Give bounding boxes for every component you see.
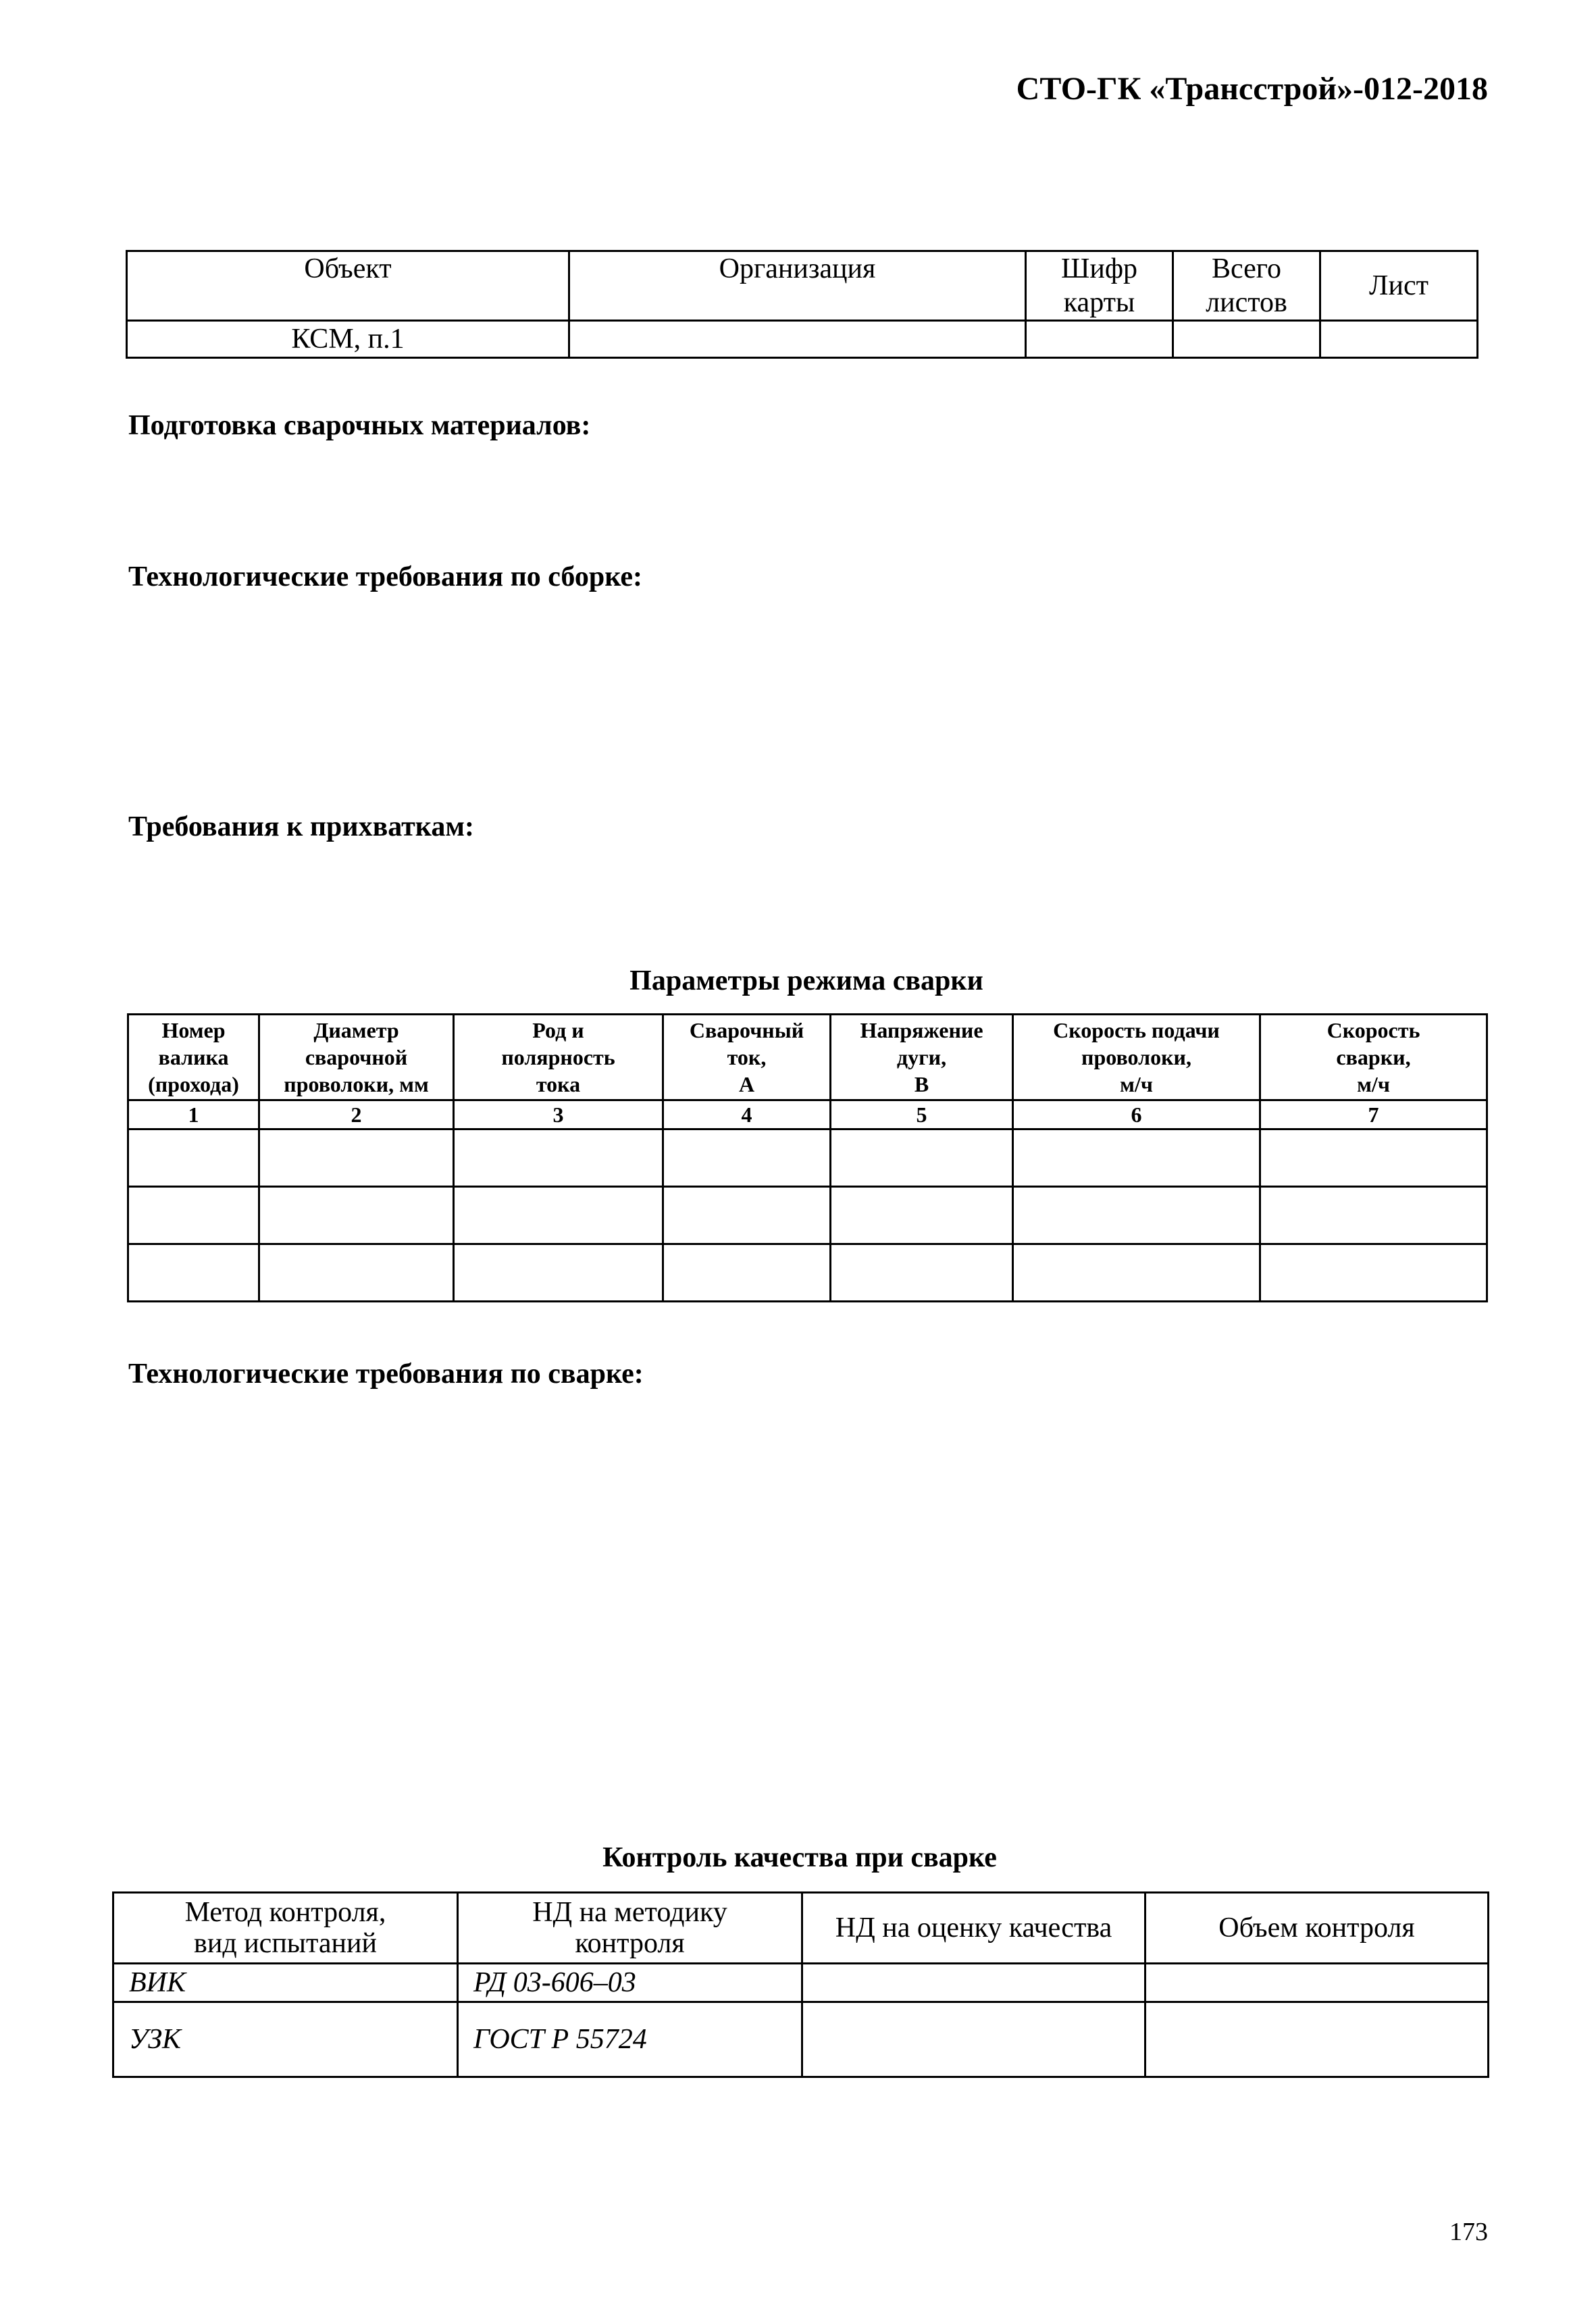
table-row bbox=[127, 321, 1478, 358]
table-row bbox=[128, 1129, 1487, 1187]
table-row bbox=[113, 1964, 1489, 2002]
table-cell bbox=[259, 1244, 454, 1302]
table-cell bbox=[259, 1129, 454, 1187]
table-cell bbox=[128, 1244, 259, 1302]
column-number: 4 bbox=[663, 1100, 831, 1129]
welding-params-table bbox=[127, 1013, 1488, 1302]
column-number: 1 bbox=[128, 1100, 259, 1129]
column-number: 6 bbox=[1013, 1100, 1260, 1129]
column-header: Сварочный ток, А bbox=[663, 1015, 831, 1100]
card-code-value-cell bbox=[1026, 321, 1173, 358]
column-header: Скорость сварки, м/ч bbox=[1260, 1015, 1487, 1100]
table-cell bbox=[802, 2002, 1145, 2077]
table-cell: ВИК bbox=[113, 1964, 458, 2002]
table-cell bbox=[128, 1129, 259, 1187]
table-cell bbox=[128, 1187, 259, 1244]
table-cell bbox=[1260, 1187, 1487, 1244]
column-number-row bbox=[128, 1100, 1487, 1129]
table-cell bbox=[1013, 1129, 1260, 1187]
table-row bbox=[127, 251, 1478, 321]
table-cell bbox=[1260, 1129, 1487, 1187]
table-cell bbox=[259, 1187, 454, 1244]
column-header: НД на оценку качества bbox=[802, 1893, 1145, 1964]
table-cell: УЗК bbox=[113, 2002, 458, 2077]
table-cell bbox=[454, 1129, 663, 1187]
document-code: СТО-ГК «Трансстрой»-012-2018 bbox=[1016, 71, 1488, 107]
sheet-header-cell: Лист bbox=[1320, 251, 1478, 321]
total-sheets-value-cell bbox=[1173, 321, 1320, 358]
params-table-caption: Параметры режима сварки bbox=[629, 965, 983, 996]
column-header: Диаметр сварочной проволоки, мм bbox=[259, 1015, 454, 1100]
table-cell bbox=[1145, 2002, 1489, 2077]
table-cell bbox=[1013, 1244, 1260, 1302]
section-heading-welding: Технологические требования по сварке: bbox=[128, 1358, 644, 1390]
card-code-header-cell: Шифр карты bbox=[1026, 251, 1173, 321]
section-heading-tacks: Требования к прихваткам: bbox=[128, 811, 474, 842]
table-row bbox=[128, 1244, 1487, 1302]
table-cell bbox=[454, 1187, 663, 1244]
section-heading-materials: Подготовка сварочных материалов: bbox=[128, 410, 591, 441]
table-cell bbox=[802, 1964, 1145, 2002]
table-cell bbox=[831, 1129, 1013, 1187]
column-header: Род и полярность тока bbox=[454, 1015, 663, 1100]
organization-value-cell bbox=[569, 321, 1026, 358]
column-header: НД на методику контроля bbox=[458, 1893, 802, 1964]
column-number: 2 bbox=[259, 1100, 454, 1129]
organization-header-cell: Организация bbox=[569, 251, 1026, 321]
table-cell bbox=[1013, 1187, 1260, 1244]
column-number: 3 bbox=[454, 1100, 663, 1129]
column-header: Номер валика (прохода) bbox=[128, 1015, 259, 1100]
quality-table-caption: Контроль качества при сварке bbox=[602, 1842, 997, 1873]
table-row bbox=[128, 1187, 1487, 1244]
table-header-row bbox=[113, 1893, 1489, 1964]
object-header-cell: Объект bbox=[127, 251, 569, 321]
table-cell bbox=[1260, 1244, 1487, 1302]
table-row bbox=[113, 2002, 1489, 2077]
page-number: 173 bbox=[1449, 2218, 1488, 2246]
column-header: Скорость подачи проволоки, м/ч bbox=[1013, 1015, 1260, 1100]
section-heading-assembly: Технологические требования по сборке: bbox=[128, 561, 643, 592]
table-cell bbox=[663, 1187, 831, 1244]
column-header: Напряжение дуги, В bbox=[831, 1015, 1013, 1100]
table-cell: ГОСТ Р 55724 bbox=[458, 2002, 802, 2077]
column-number: 5 bbox=[831, 1100, 1013, 1129]
table-header-row bbox=[128, 1015, 1487, 1100]
column-header: Метод контроля, вид испытаний bbox=[113, 1893, 458, 1964]
sheet-value-cell bbox=[1320, 321, 1478, 358]
table-cell bbox=[831, 1187, 1013, 1244]
total-sheets-header-cell: Всего листов bbox=[1173, 251, 1320, 321]
table-cell bbox=[663, 1244, 831, 1302]
table-cell: РД 03-606–03 bbox=[458, 1964, 802, 2002]
object-info-table bbox=[126, 250, 1478, 359]
quality-control-table bbox=[112, 1891, 1489, 2078]
table-cell bbox=[663, 1129, 831, 1187]
table-cell bbox=[831, 1244, 1013, 1302]
table-cell bbox=[1145, 1964, 1489, 2002]
column-number: 7 bbox=[1260, 1100, 1487, 1129]
table-cell bbox=[454, 1244, 663, 1302]
object-value-cell: КСМ, п.1 bbox=[127, 321, 569, 358]
column-header: Объем контроля bbox=[1145, 1893, 1489, 1964]
